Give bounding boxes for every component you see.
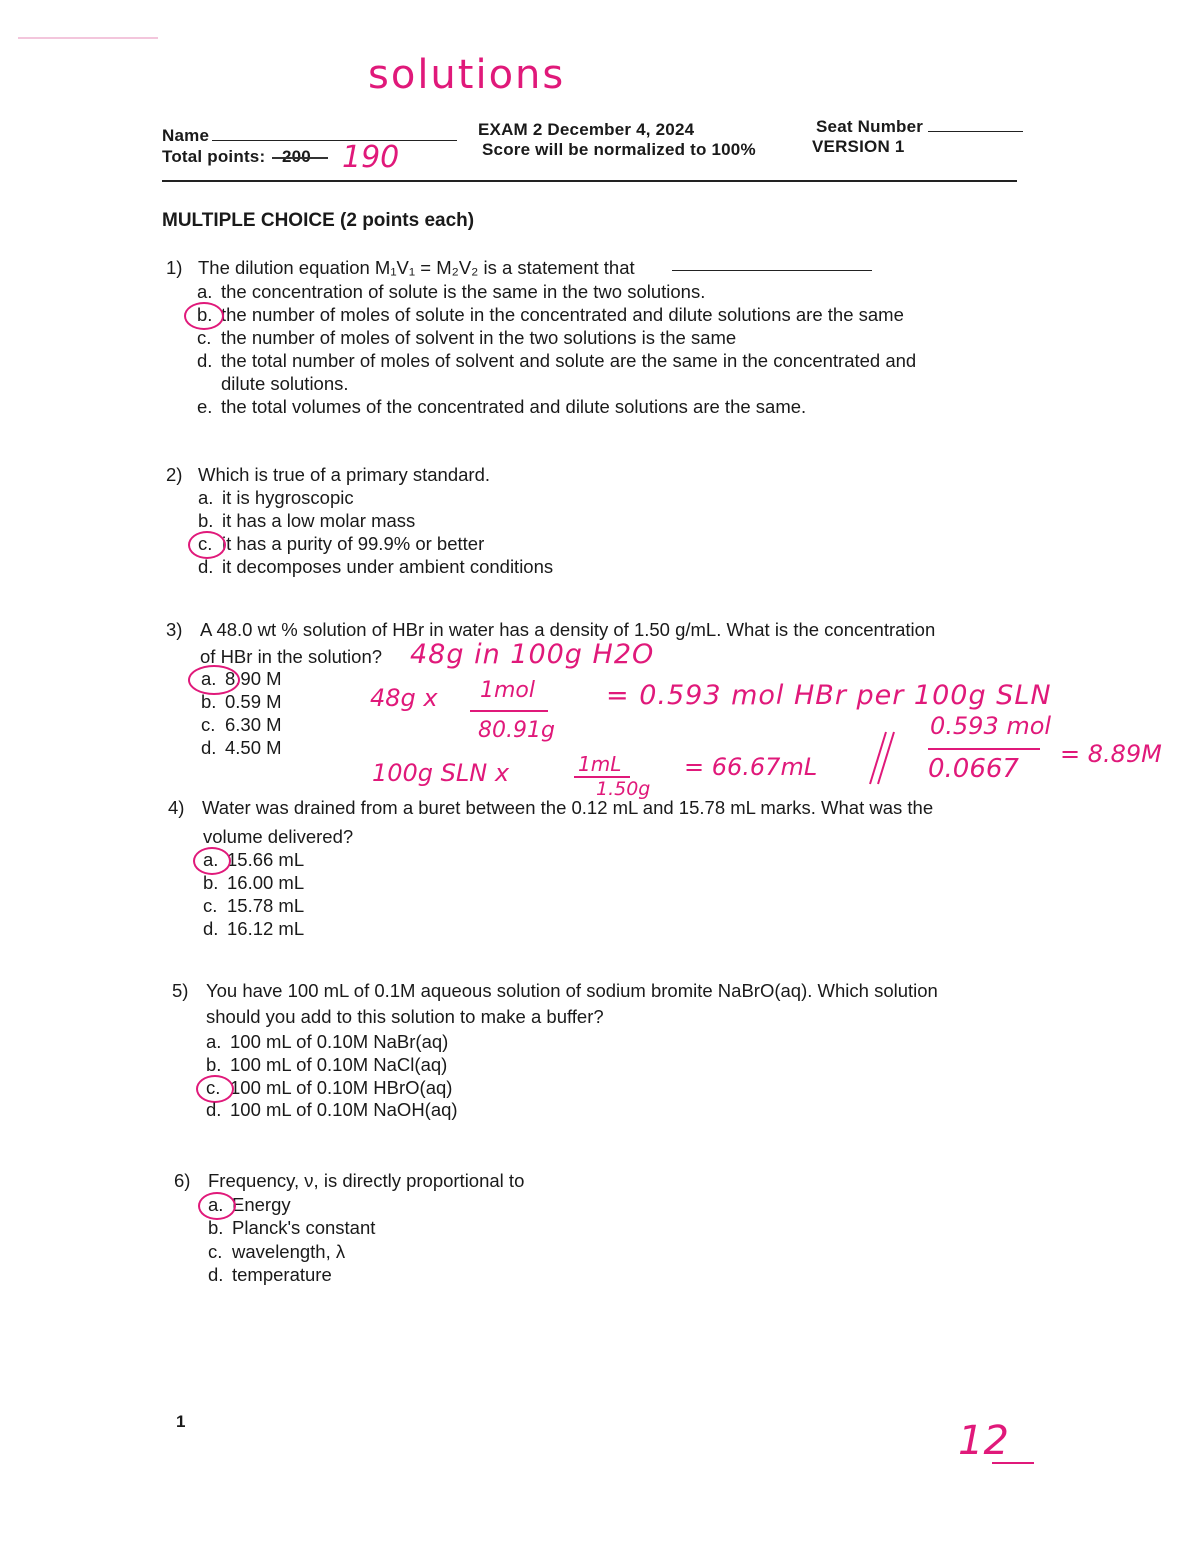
handwritten-ratio-den: 0.0667 [928, 754, 1019, 784]
q1-option-d-cont: dilute solutions. [221, 373, 349, 394]
q5-option-b: b. 100 mL of 0.10M NaCl(aq) [206, 1054, 448, 1075]
question-text: Frequency, ν, is directly proportional to [208, 1170, 525, 1191]
answer-circle-q2 [188, 531, 226, 559]
q5-option-a: a. 100 mL of 0.10M NaBr(aq) [206, 1031, 449, 1052]
answer-circle-q1 [184, 302, 224, 330]
q1-option-b: b. the number of moles of solute in the concentrated and dilute solutions are the same [197, 304, 904, 325]
question-3-cont: of HBr in the solution? [200, 646, 383, 667]
handwritten-page-score: 12 [958, 1418, 1009, 1464]
answer-circle-q6 [198, 1192, 236, 1220]
q3-option-b: b. 0.59 M [201, 691, 282, 712]
question-6 [174, 1170, 524, 1192]
question-number: 1) [166, 257, 183, 278]
q4-option-d: d. 16.12 mL [203, 918, 305, 939]
version-label: VERSION 1 [812, 137, 905, 156]
q3-option-d: d. 4.50 M [201, 737, 282, 758]
answer-circle-q4 [193, 847, 231, 875]
name-underline [212, 140, 457, 141]
handwritten-calc2-result: = 66.67mL [684, 753, 818, 781]
handwritten-calc2-num: 1mL [578, 752, 622, 776]
q6-option-d: d. temperature [208, 1264, 332, 1285]
handwritten-title: solutions [368, 52, 566, 98]
handwritten-calc1-fraction-bar [470, 710, 548, 712]
handwritten-q3-note: 48g in 100g H2O [410, 639, 655, 670]
question-number: 5) [172, 980, 189, 1001]
q6-option-b: b. Planck's constant [208, 1217, 376, 1238]
q3-option-c: c. 6.30 M [201, 714, 282, 735]
q5-option-d: d. 100 mL of 0.10M NaOH(aq) [206, 1099, 458, 1120]
question-text: Water was drained from a buret between the 0.12 mL and 15.78 mL marks. What was the [202, 797, 934, 818]
question-4-cont: volume delivered? [203, 826, 354, 847]
q2-option-c: c. it has a purity of 99.9% or better [198, 533, 485, 554]
question-number: 3) [166, 619, 183, 640]
q6-option-c: c. wavelength, λ [208, 1241, 346, 1262]
handwritten-calc1-left: 48g x [370, 684, 438, 712]
q2-option-d: d. it decomposes under ambient conditions [198, 556, 554, 577]
question-4 [168, 797, 933, 819]
question-1 [166, 257, 635, 279]
question-5 [172, 980, 938, 1002]
total-points-original: 200 [282, 147, 311, 166]
q1-option-a: a. the concentration of solute is the same in the two solutions. [197, 281, 706, 302]
q6-option-a: a. Energy [208, 1194, 291, 1215]
page-number: 1 [176, 1412, 186, 1431]
handwritten-calc1-num: 1mol [480, 678, 535, 703]
question-text: You have 100 mL of 0.1M aqueous solution of sodium bromite NaBrO(aq). Which solution [206, 980, 938, 1001]
q4-option-c: c. 15.78 mL [203, 895, 305, 916]
q4-option-a: a. 15.66 mL [203, 849, 305, 870]
page-score-underline [992, 1462, 1034, 1464]
exam-title: EXAM 2 December 4, 2024 [478, 120, 695, 139]
total-points-label: Total points: [162, 147, 266, 166]
q1-option-c: c. the number of moles of solvent in the two solutions is the same [197, 327, 737, 348]
question-number: 4) [168, 797, 185, 818]
section-title: MULTIPLE CHOICE (2 points each) [162, 210, 475, 231]
handwritten-ratio-result: = 8.89M [1060, 740, 1162, 768]
handwritten-ratio-bar [928, 748, 1040, 750]
handwritten-double-slash [866, 728, 896, 788]
question-3 [166, 619, 935, 641]
handwritten-ratio-num: 0.593 mol [930, 712, 1052, 740]
q3-option-a: a. 8.90 M [201, 668, 282, 689]
q4-option-b: b. 16.00 mL [203, 872, 305, 893]
q2-option-a: a. it is hygroscopic [198, 487, 354, 508]
seat-number-label: Seat Number [816, 117, 924, 136]
name-label: Name [162, 126, 210, 145]
handwritten-total-points: 190 [342, 140, 400, 175]
question-2 [166, 464, 490, 486]
question-number: 2) [166, 464, 183, 485]
question-text: The dilution equation M₁V₁ = M₂V₂ is a statement that [198, 257, 635, 278]
question-text: A 48.0 wt % solution of HBr in water has a density of 1.50 g/mL. What is the concentration [200, 619, 936, 640]
seat-number-underline [928, 131, 1023, 132]
header-divider [162, 180, 1017, 182]
handwritten-calc1-den: 80.91g [478, 718, 555, 743]
q1-option-e: e. the total volumes of the concentrated and dilute solutions are the same. [197, 396, 807, 417]
question-5-cont: should you add to this solution to make a buffer? [206, 1006, 604, 1027]
question-text: Which is true of a primary standard. [198, 464, 490, 485]
q2-option-b: b. it has a low molar mass [198, 510, 416, 531]
handwritten-calc2-left: 100g SLN x [372, 759, 510, 787]
q5-option-c: c. 100 mL of 0.10M HBrO(aq) [206, 1077, 453, 1098]
total-points-strikethrough [272, 157, 328, 159]
handwritten-calc2-den: 1.50g [596, 778, 651, 800]
scan-artifact-line [18, 37, 158, 39]
answer-blank [672, 270, 872, 271]
question-number: 6) [174, 1170, 191, 1191]
score-note: Score will be normalized to 100% [482, 140, 756, 159]
handwritten-calc1-result: = 0.593 mol HBr per 100g SLN [606, 680, 1052, 711]
q1-option-d: d. the total number of moles of solvent and solute are the same in the concentrated and [197, 350, 917, 371]
